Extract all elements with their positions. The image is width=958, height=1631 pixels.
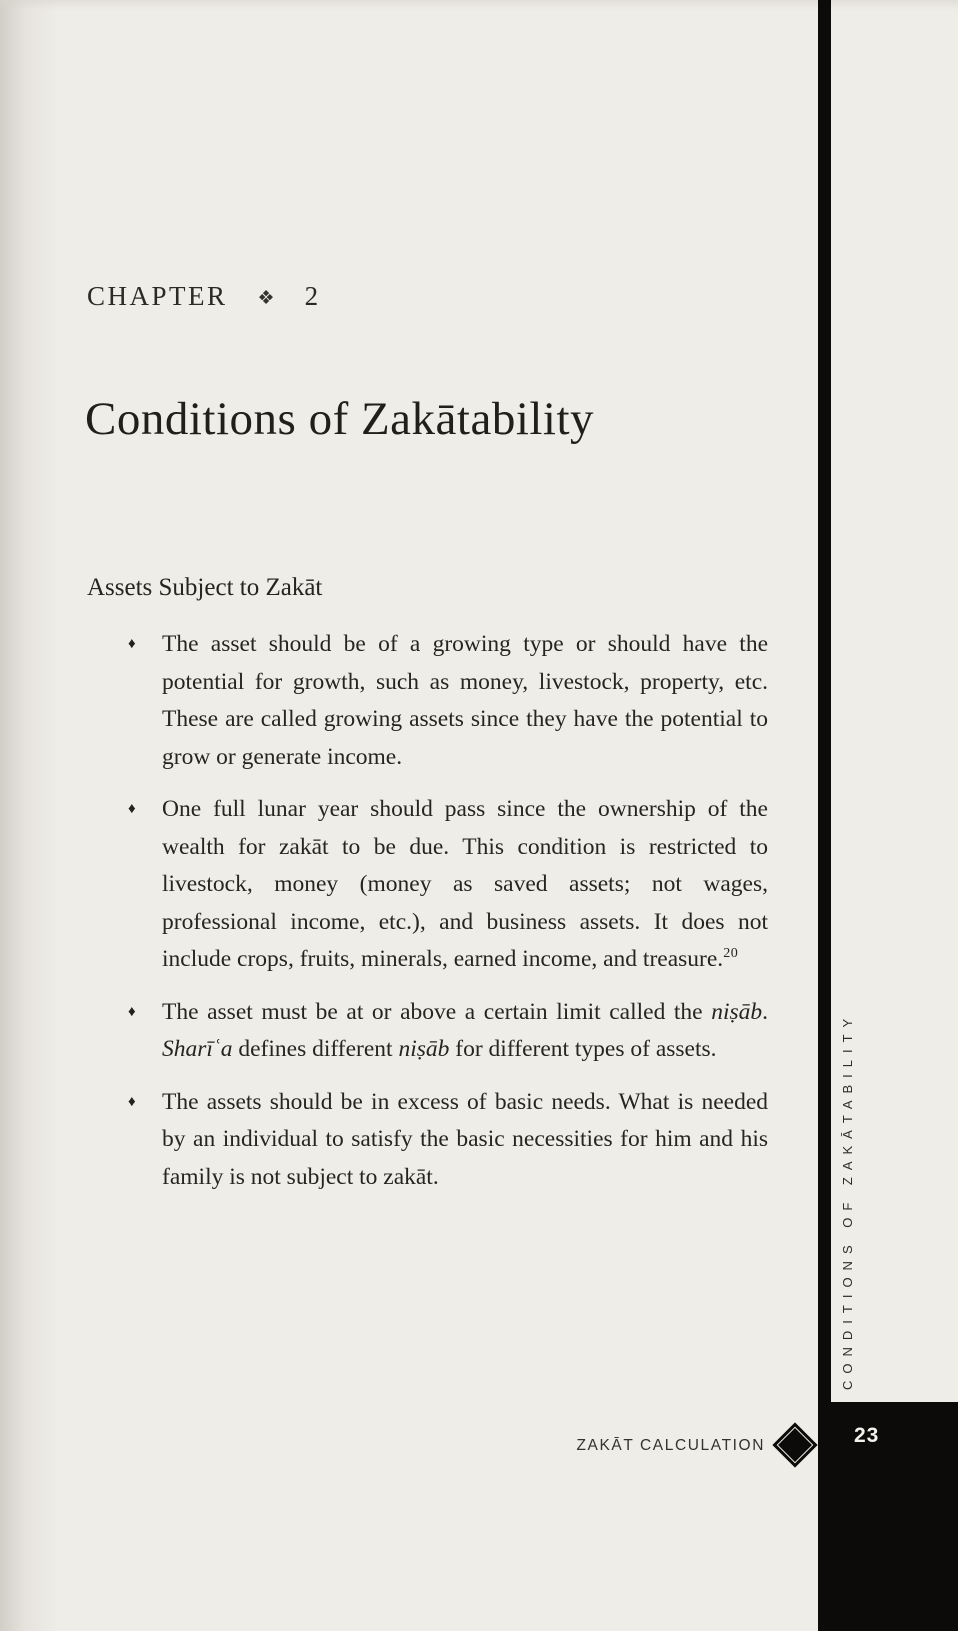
bullet-diamond-icon: ♦ (128, 636, 136, 652)
footer-diamond-inner-outline (777, 1427, 814, 1464)
bullet-text: The assets should be in excess of basic needs. What is needed by an individual to satisfy the basic necessities for him and his family is not subject to zakāt. (162, 1088, 768, 1190)
chapter-ornament-icon: ❖ (257, 288, 275, 309)
page-number: 23 (854, 1424, 880, 1447)
margin-vertical-label: CONDITIONS OF ZAKĀTABILITY (840, 1011, 855, 1390)
bullet-diamond-icon: ♦ (128, 1093, 136, 1110)
bullet-diamond-icon: ♦ (128, 1003, 136, 1020)
bullet-item (87, 626, 768, 776)
footer-diamond-icon (772, 1422, 817, 1467)
margin-rule-bar (818, 0, 831, 1402)
page-number-tab (818, 1402, 958, 1631)
bullet-item (87, 994, 768, 1069)
chapter-heading (87, 281, 321, 312)
bullet-text: One full lunar year should pass since the ownership of the wealth for zakāt to be due. This condition is restricted to livestock, money (money as saved assets; not wages, professional income, etc.), and business assets. It does not include crops, fruits, minerals, earned income, and treasure.$^{20}$ (162, 796, 768, 972)
chapter-label: CHAPTER (87, 281, 228, 311)
page-gutter-shading (0, 0, 58, 1631)
bullet-diamond-icon: ♦ (128, 801, 136, 817)
chapter-number: 2 (304, 281, 321, 311)
bullet-text: The asset should be of a growing type or should have the potential for growth, such as money, livestock, property, etc. These are called growing assets since they have the potential to grow or generate income. (162, 631, 768, 770)
bullet-item (87, 1084, 768, 1197)
page-title: Conditions of Zakātability (85, 393, 595, 445)
section-heading: Assets Subject to Zakāt (87, 574, 323, 601)
bullet-list (87, 626, 768, 1211)
page-top-shading (0, 0, 958, 10)
bullet-text: The asset must be at or above a certain limit called the niṣāb. Sharīʿa defines different niṣāb for different types of assets. (162, 998, 768, 1062)
footer-running-title: ZAKĀT CALCULATION (576, 1437, 765, 1454)
bullet-item (87, 791, 768, 979)
